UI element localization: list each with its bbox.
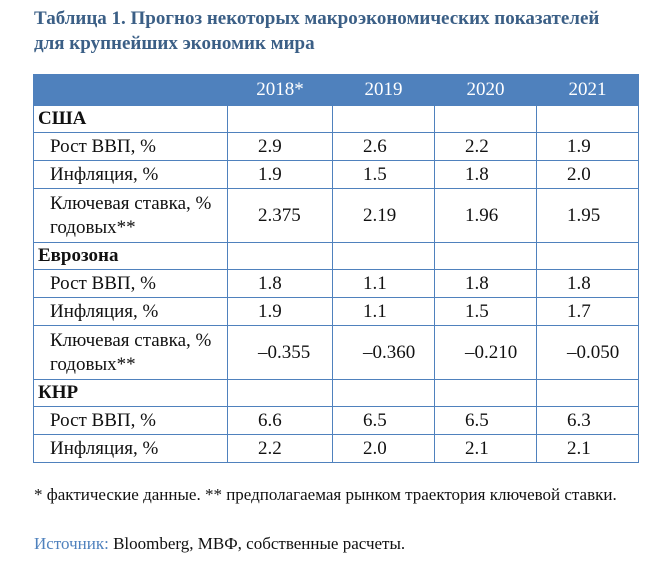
- header-cell: 2018*: [228, 75, 333, 106]
- table-cell: 2.1: [537, 435, 639, 463]
- row-label: Ключевая ставка, % годовых**: [34, 326, 228, 380]
- table-row: [34, 161, 639, 189]
- table-cell: 1.7: [537, 298, 639, 326]
- table-cell: 1.9: [228, 161, 333, 189]
- row-label: Инфляция, %: [34, 298, 228, 326]
- row-label: Инфляция, %: [34, 161, 228, 189]
- table-cell: –0.050: [537, 326, 639, 380]
- table-cell: 6.3: [537, 407, 639, 435]
- table-cell: 2.2: [435, 133, 537, 161]
- table-cell: 6.6: [228, 407, 333, 435]
- table-row: [34, 326, 639, 380]
- table-cell: 2.6: [333, 133, 435, 161]
- table-cell: 6.5: [435, 407, 537, 435]
- table-cell: 1.8: [435, 161, 537, 189]
- table-cell: 2.1: [435, 435, 537, 463]
- row-label: Рост ВВП, %: [34, 407, 228, 435]
- table-cell: 1.95: [537, 189, 639, 243]
- source-label: Источник:: [34, 534, 109, 553]
- section-row: [34, 380, 639, 407]
- header-row: [34, 75, 639, 106]
- table-cell: –0.360: [333, 326, 435, 380]
- section-row: [34, 243, 639, 270]
- table-row: [34, 270, 639, 298]
- table-cell: 1.5: [333, 161, 435, 189]
- table-cell: 1.9: [228, 298, 333, 326]
- macro-forecast-table: [33, 74, 639, 463]
- table-cell: 2.9: [228, 133, 333, 161]
- table-row: [34, 298, 639, 326]
- table-cell: 2.375: [228, 189, 333, 243]
- header-cell: 2020: [435, 75, 537, 106]
- table-cell: 1.8: [228, 270, 333, 298]
- header-cell: 2021: [537, 75, 639, 106]
- table-cell: –0.355: [228, 326, 333, 380]
- table-cell: 2.2: [228, 435, 333, 463]
- row-label: Инфляция, %: [34, 435, 228, 463]
- footnote: * фактические данные. ** предполагаемая рынком траектория ключевой ставки.: [34, 485, 617, 504]
- table-cell: 1.8: [537, 270, 639, 298]
- table-cell: 1.8: [435, 270, 537, 298]
- header-cell: [34, 75, 228, 106]
- header-cell: 2019: [333, 75, 435, 106]
- row-label: Рост ВВП, %: [34, 133, 228, 161]
- table-cell: 1.9: [537, 133, 639, 161]
- table-cell: 1.96: [435, 189, 537, 243]
- table-row: [34, 133, 639, 161]
- table-cell: –0.210: [435, 326, 537, 380]
- table-cell: 1.1: [333, 270, 435, 298]
- section-name: Еврозона: [34, 243, 228, 270]
- table-cell: 1.5: [435, 298, 537, 326]
- source-line: [34, 531, 638, 556]
- table-title: Таблица 1. Прогноз некоторых макроэкономических показателей для крупнейших экономик мира: [34, 8, 600, 54]
- table-row: [34, 407, 639, 435]
- table-cell: 2.19: [333, 189, 435, 243]
- table-cell: 2.0: [537, 161, 639, 189]
- row-label: Ключевая ставка, % годовых**: [34, 189, 228, 243]
- section-name: США: [34, 106, 228, 133]
- table-cell: 1.1: [333, 298, 435, 326]
- table-cell: 6.5: [333, 407, 435, 435]
- source-text: Bloomberg, МВФ, собственные расчеты.: [108, 534, 406, 553]
- table-row: [34, 435, 639, 463]
- row-label: Рост ВВП, %: [34, 270, 228, 298]
- section-name: КНР: [34, 380, 228, 407]
- section-row: [34, 106, 639, 133]
- table-cell: 2.0: [333, 435, 435, 463]
- table-row: [34, 189, 639, 243]
